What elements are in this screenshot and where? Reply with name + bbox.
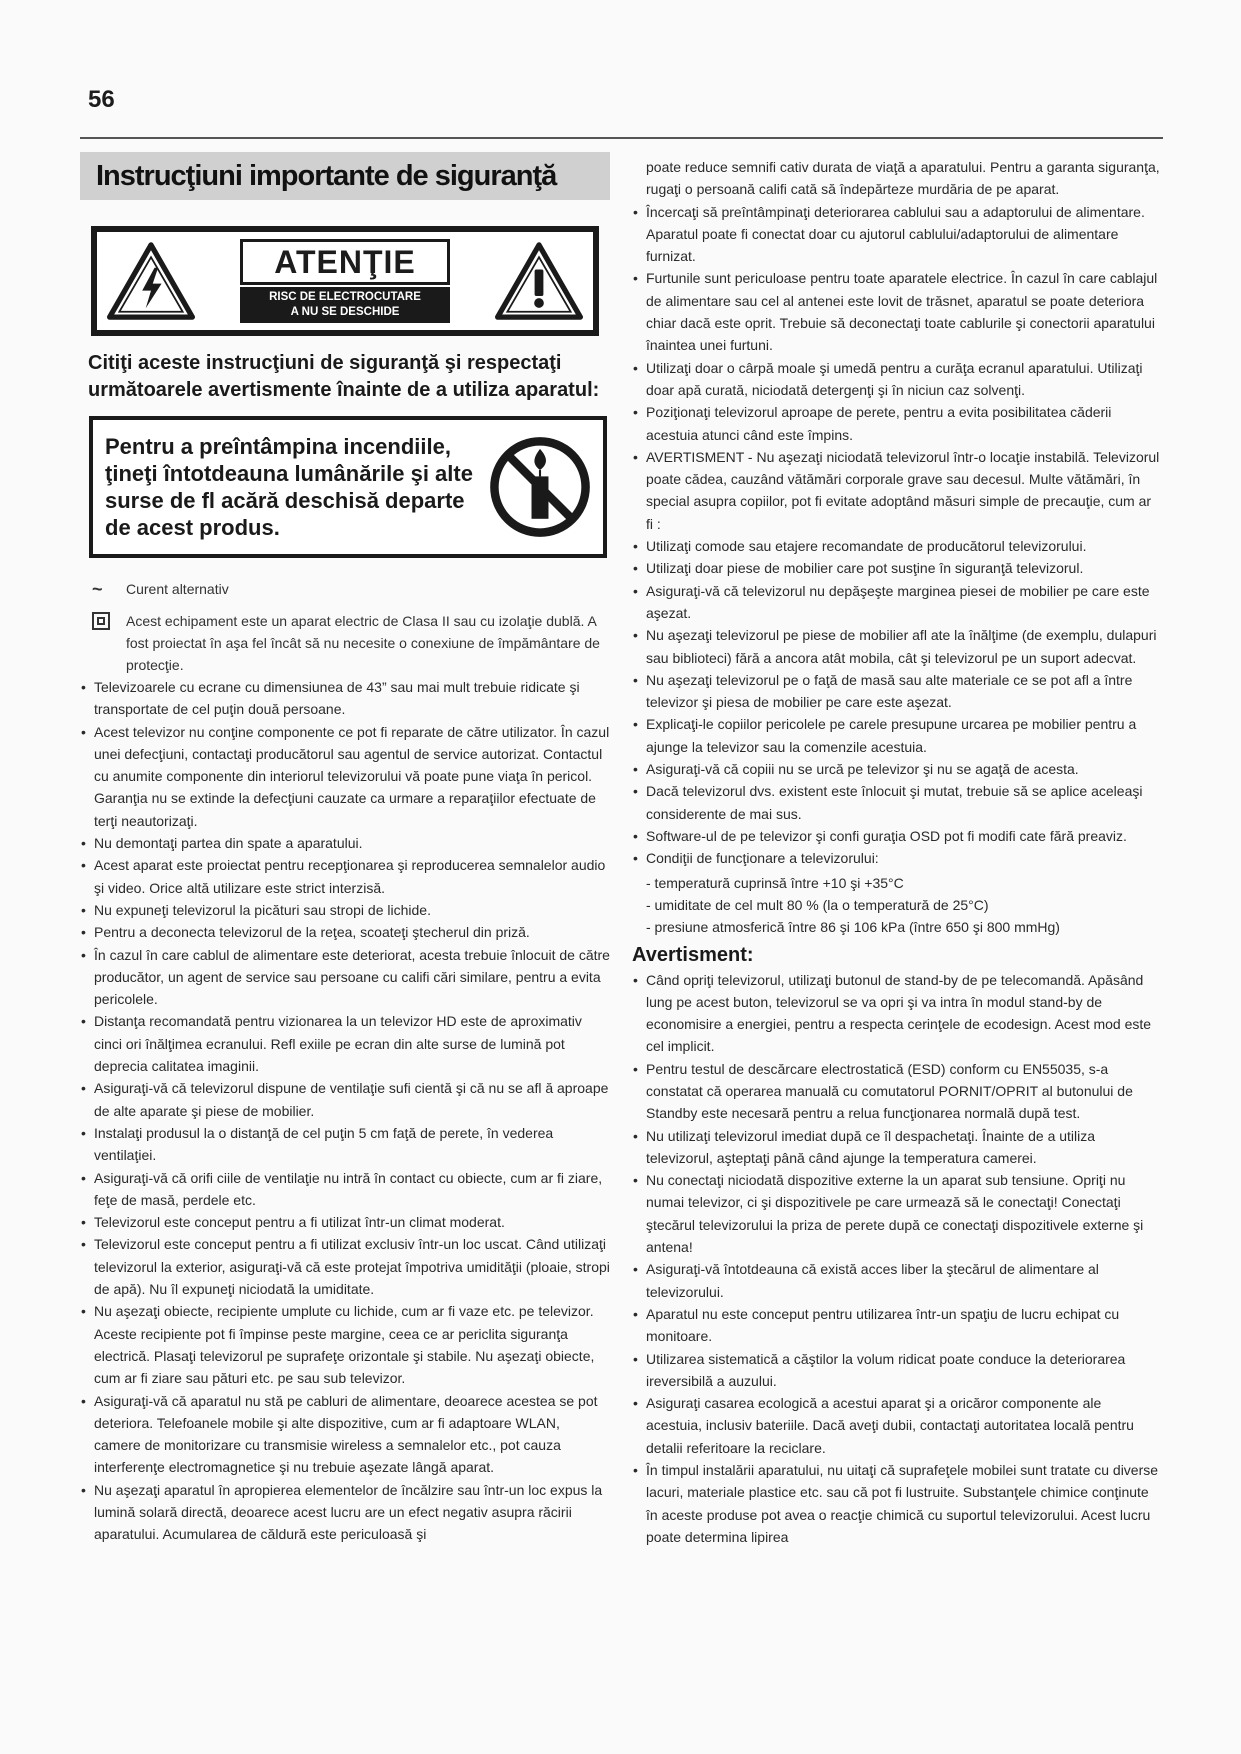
lightning-warning-icon	[107, 238, 195, 324]
continued-paragraph: poate reduce semnifi cativ durata de viaţă a aparatului. Pentru a garanta siguranţa, rugaţi o persoană califi cată să îndepărteze murdăria de pe aparat.	[646, 159, 1160, 198]
list-item: • AVERTISMENT - Nu aşezaţi niciodată televizorul într-o locaţie instabilă. Televizorul poate cădea, cauzând vătămări corporale grave sau decesul. Multe vătămări, în special asupra copiilor, pot fi evitate adoptând măsuri simple de precauţie, cum ar fi :	[632, 446, 1160, 535]
list-item: • Televizoarele cu ecrane cu dimensiunea de 43” sau mai mult trebuie ridicate şi transportate de cel puţin două persoane.	[80, 676, 610, 721]
list-item: • Nu conectaţi niciodată dispozitive externe la un aparat sub tensiune. Opriţi nu numai televizor, ci şi dispozitivele pe care urmează să le conectaţi! Conectaţi ştecărul televizorului la priza de perete după ce conectaţi dispozitivele externe şi antena!	[632, 1169, 1160, 1258]
list-item: • Nu utilizaţi televizorul imediat după ce îl despachetaţi. Înainte de a utiliza televizorul, aşteptaţi până când ajunge la temperatura camerei.	[632, 1125, 1160, 1170]
list-item: • Utilizarea sistematică a căştilor la volum ridicat poate conduce la deteriorarea ireversibilă a auzului.	[632, 1348, 1160, 1393]
list-item: • Nu aşezaţi aparatul în apropierea elementelor de încălzire sau într-un loc expus la lumină solară directă, deoarece acest lucru are un efect negativ asupra răcirii aparatului. Acumularea de căldură este periculoasă şi	[80, 1479, 610, 1546]
ac-symbol-row	[92, 578, 610, 600]
list-item: • Când opriţi televizorul, utilizaţi butonul de stand-by de pe telecomandă. Apăsând lung pe acest buton, televizorul se va opri şi va intra în modul stand-by de economisire a energiei, pentru a respecta cerinţele de ecodesign. Acest mod este cel implicit.	[632, 969, 1160, 1058]
list-item: • În timpul instalării aparatului, nu uitaţi că suprafeţele mobilei sunt tratate cu diverse lacuri, materiale plastice etc. sau că pot fi lustruite. Substanţele chimice conţinute în aceste produse pot avea o reacţie chimică cu suportul televizorului. Acest lucru poate determina lipirea	[632, 1459, 1160, 1548]
warning-line-2: A NU SE DESCHIDE	[290, 306, 400, 318]
class2-symbol-text: Acest echipament este un aparat electric de Clasa II sau cu izolaţie dublă. A fost proiectat în aşa fel încât să nu necesite o conexiune de împământare de protecţie.	[126, 613, 600, 673]
list-item: • Explicaţi-le copiilor pericolele pe carele presupune urcarea pe mobilier pentru a ajunge la televizor sau la comenzile acestuia.	[632, 713, 1160, 758]
list-item: • Acest televizor nu conţine componente ce pot fi reparate de către utilizator. În cazul unei defecţiuni, contactaţi producătorul sau agentul de service autorizat. Contactul cu anumite componente din interiorul televizorului vă poate pune viaţa în pericol. Garanţia nu se extinde la defecţiuni cauzate ca urmare a reparaţiilor efectuate de terţi neautorizaţi.	[80, 721, 610, 832]
list-item: • Pentru testul de descărcare electrostatică (ESD) conform cu EN55035, s-a constatat că operarea manuală cu comutatorul PORNIT/OPRIT al butonului de Standby este necesară pentru a relua funcţionarea normală după test.	[632, 1058, 1160, 1125]
list-item: • Asiguraţi casarea ecologică a acestui aparat şi a oricăror componente ale acestuia, inclusiv bateriile. Dacă aveţi dubii, contactaţi autoritatea locală pentru detalii referitoare la reciclare.	[632, 1392, 1160, 1459]
left-safety-list	[80, 676, 610, 1546]
list-item: • În cazul în care cablul de alimentare este deteriorat, acesta trebuie înlocuit de către producător, un agent de service sau persoane cu califi cări similare, pentru a evita pericolele.	[80, 944, 610, 1011]
right-safety-list	[632, 201, 1160, 870]
list-item: • Condiţii de funcţionare a televizorului:	[632, 847, 1160, 869]
list-item: • Poziţionaţi televizorul aproape de perete, pentru a evita posibilitatea căderii acestuia atunci când este împins.	[632, 401, 1160, 446]
list-item: • Instalaţi produsul la o distanţă de cel puţin 5 cm faţă de perete, în vederea ventilaţiei.	[80, 1122, 610, 1167]
page-number: 56	[88, 86, 115, 113]
list-item: • Nu aşezaţi televizorul pe piese de mobilier afl ate la înălţime (de exemplu, dulapuri sau biblioteci) fără a ancora atât mobila, cât şi televizorul pe un suport adecvat.	[632, 624, 1160, 669]
warning-subtext	[240, 287, 450, 323]
section-title: Instrucţiuni importante de siguranţă	[96, 159, 557, 192]
list-item: • Utilizaţi doar o cârpă moale şi umedă pentru a curăţa ecranul aparatului. Utilizaţi doar apă curată, niciodată detergenţi şi în niciun caz solvenţi.	[632, 357, 1160, 402]
list-item: • Încercaţi să preîntâmpinaţi deteriorarea cablului sau a adaptorului de alimentare. Aparatul poate fi conectat doar cu ajutorul cablului/adaptorului de alimentare furnizat.	[632, 201, 1160, 268]
list-item: • Asiguraţi-vă că televizorul dispune de ventilaţie sufi cientă şi că nu se afl ă aproape de alte aparate şi piese de mobilier.	[80, 1077, 610, 1122]
list-item: • Acest aparat este proiectat pentru recepţionarea şi reproducerea semnalelor audio şi video. Orice altă utilizare este strict interzisă.	[80, 854, 610, 899]
electric-shock-warning-label	[91, 226, 599, 336]
no-open-flame-icon	[487, 434, 593, 540]
list-item: • Nu expuneţi televizorul la picături sau stropi de lichide.	[80, 899, 610, 921]
list-item: • Nu demontaţi partea din spate a aparatului.	[80, 832, 610, 854]
list-item: • Dacă televizorul dvs. existent este înlocuit şi mutat, trebuie să se aplice aceleaşi considerente de mai sus.	[632, 780, 1160, 825]
avertisment-list	[632, 969, 1160, 1549]
fire-warning-box	[89, 416, 607, 558]
avertisment-heading: Avertisment:	[632, 943, 754, 966]
list-item: • Asiguraţi-vă că copiii nu se urcă pe televizor şi nu se agaţă de acesta.	[632, 758, 1160, 780]
warning-label-text	[240, 239, 450, 323]
list-item: • Software-ul de pe televizor şi confi guraţia OSD pot fi modifi cate fără preaviz.	[632, 825, 1160, 847]
list-item: • Aparatul nu este conceput pentru utilizarea într-un spaţiu de lucru echipat cu monitoare.	[632, 1303, 1160, 1348]
list-item: • Utilizaţi comode sau etajere recomandate de producătorul televizorului.	[632, 535, 1160, 557]
section-title-bar	[80, 152, 610, 200]
ac-symbol-text: Curent alternativ	[126, 581, 229, 597]
condition-humidity: - umiditate de cel mult 80 % (la o temperatură de 25°C)	[646, 896, 989, 913]
operating-conditions	[646, 872, 1160, 938]
condition-pressure: - presiune atmosferică între 86 şi 106 kPa (între 650 şi 800 mmHg)	[646, 918, 1060, 935]
intro-instruction: Citiţi aceste instrucţiuni de siguranţă şi respectaţi următoarele avertismente înainte de a utiliza aparatul:	[88, 352, 600, 401]
warning-line-1: RISC DE ELECTROCUTARE	[269, 291, 421, 303]
class2-symbol-row	[92, 610, 610, 676]
list-item: • Asiguraţi-vă că aparatul nu stă pe cabluri de alimentare, deoarece acestea se pot deteriora. Telefoanele mobile şi alte dispozitive, cum ar fi adaptoare WLAN, camere de monitorizare cu transmisie wireless a semnalelor etc., pot cauza interferenţe electromagnetice şi nu trebuie aşezate lângă aparat.	[80, 1390, 610, 1479]
exclamation-warning-icon	[495, 238, 583, 324]
fire-warning-text: Pentru a preîntâmpina incendiile, ţineţi întotdeauna lumânările şi alte surse de fl acără deschisă departe de acest produs.	[105, 434, 473, 540]
double-insulation-icon	[92, 612, 110, 630]
right-column	[632, 156, 1160, 1548]
condition-temperature: - temperatură cuprinsă între +10 şi +35°C	[646, 874, 904, 891]
list-item: • Furtunile sunt periculoase pentru toate aparatele electrice. În cazul în care cablajul de alimentare sau cel al antenei este lovit de trăsnet, aparatul se poate deteriora chiar dacă este oprit. Trebuie să deconectaţi toate cablurile şi conectorii aparatului înaintea unei furtuni.	[632, 267, 1160, 356]
left-column	[80, 152, 610, 1546]
list-item: • Nu aşezaţi obiecte, recipiente umplute cu lichide, cum ar fi vaze etc. pe televizor. Aceste recipiente pot fi împinse peste margine, ceea ce ar periclita siguranţa electrică. Plasaţi televizorul pe suprafeţe orizontale şi stabile. Nu aşezaţi obiecte, cum ar fi ziare sau pături etc. pe sau sub televizor.	[80, 1300, 610, 1389]
list-item: • Televizorul este conceput pentru a fi utilizat exclusiv într-un loc uscat. Când utilizaţi televizorul la exterior, asiguraţi-vă că este protejat împotriva umidităţii (ploaie, stropi de apă). Nu îl expuneţi niciodată la umiditate.	[80, 1233, 610, 1300]
list-item: • Nu aşezaţi televizorul pe o faţă de masă sau alte materiale ce se pot afl a între televizor şi piesa de mobilier pe care este aşezat.	[632, 669, 1160, 714]
list-item: • Distanţa recomandată pentru vizionarea la un televizor HD este de aproximativ cinci ori înălţimea ecranului. Refl exiile pe ecran din alte surse de lumină pot deprecia calitatea imaginii.	[80, 1010, 610, 1077]
list-item: • Utilizaţi doar piese de mobilier care pot susţine în siguranţă televizorul.	[632, 557, 1160, 579]
list-item: • Pentru a deconecta televizorul de la reţea, scoateţi ştecherul din priză.	[80, 921, 610, 943]
list-item: • Asiguraţi-vă că orifi ciile de ventilaţie nu intră în contact cu obiecte, cum ar fi ziare, feţe de masă, perdele etc.	[80, 1167, 610, 1212]
warning-title: ATENŢIE	[240, 239, 450, 285]
header-rule	[80, 137, 1163, 139]
list-item: • Asiguraţi-vă că televizorul nu depăşeşte marginea piesei de mobilier pe care este aşezat.	[632, 580, 1160, 625]
list-item: • Televizorul este conceput pentru a fi utilizat într-un climat moderat.	[80, 1211, 610, 1233]
list-item: • Asiguraţi-vă întotdeauna că există acces liber la ştecărul de alimentare al televizorului.	[632, 1258, 1160, 1303]
alternating-current-icon: ~	[92, 579, 103, 599]
